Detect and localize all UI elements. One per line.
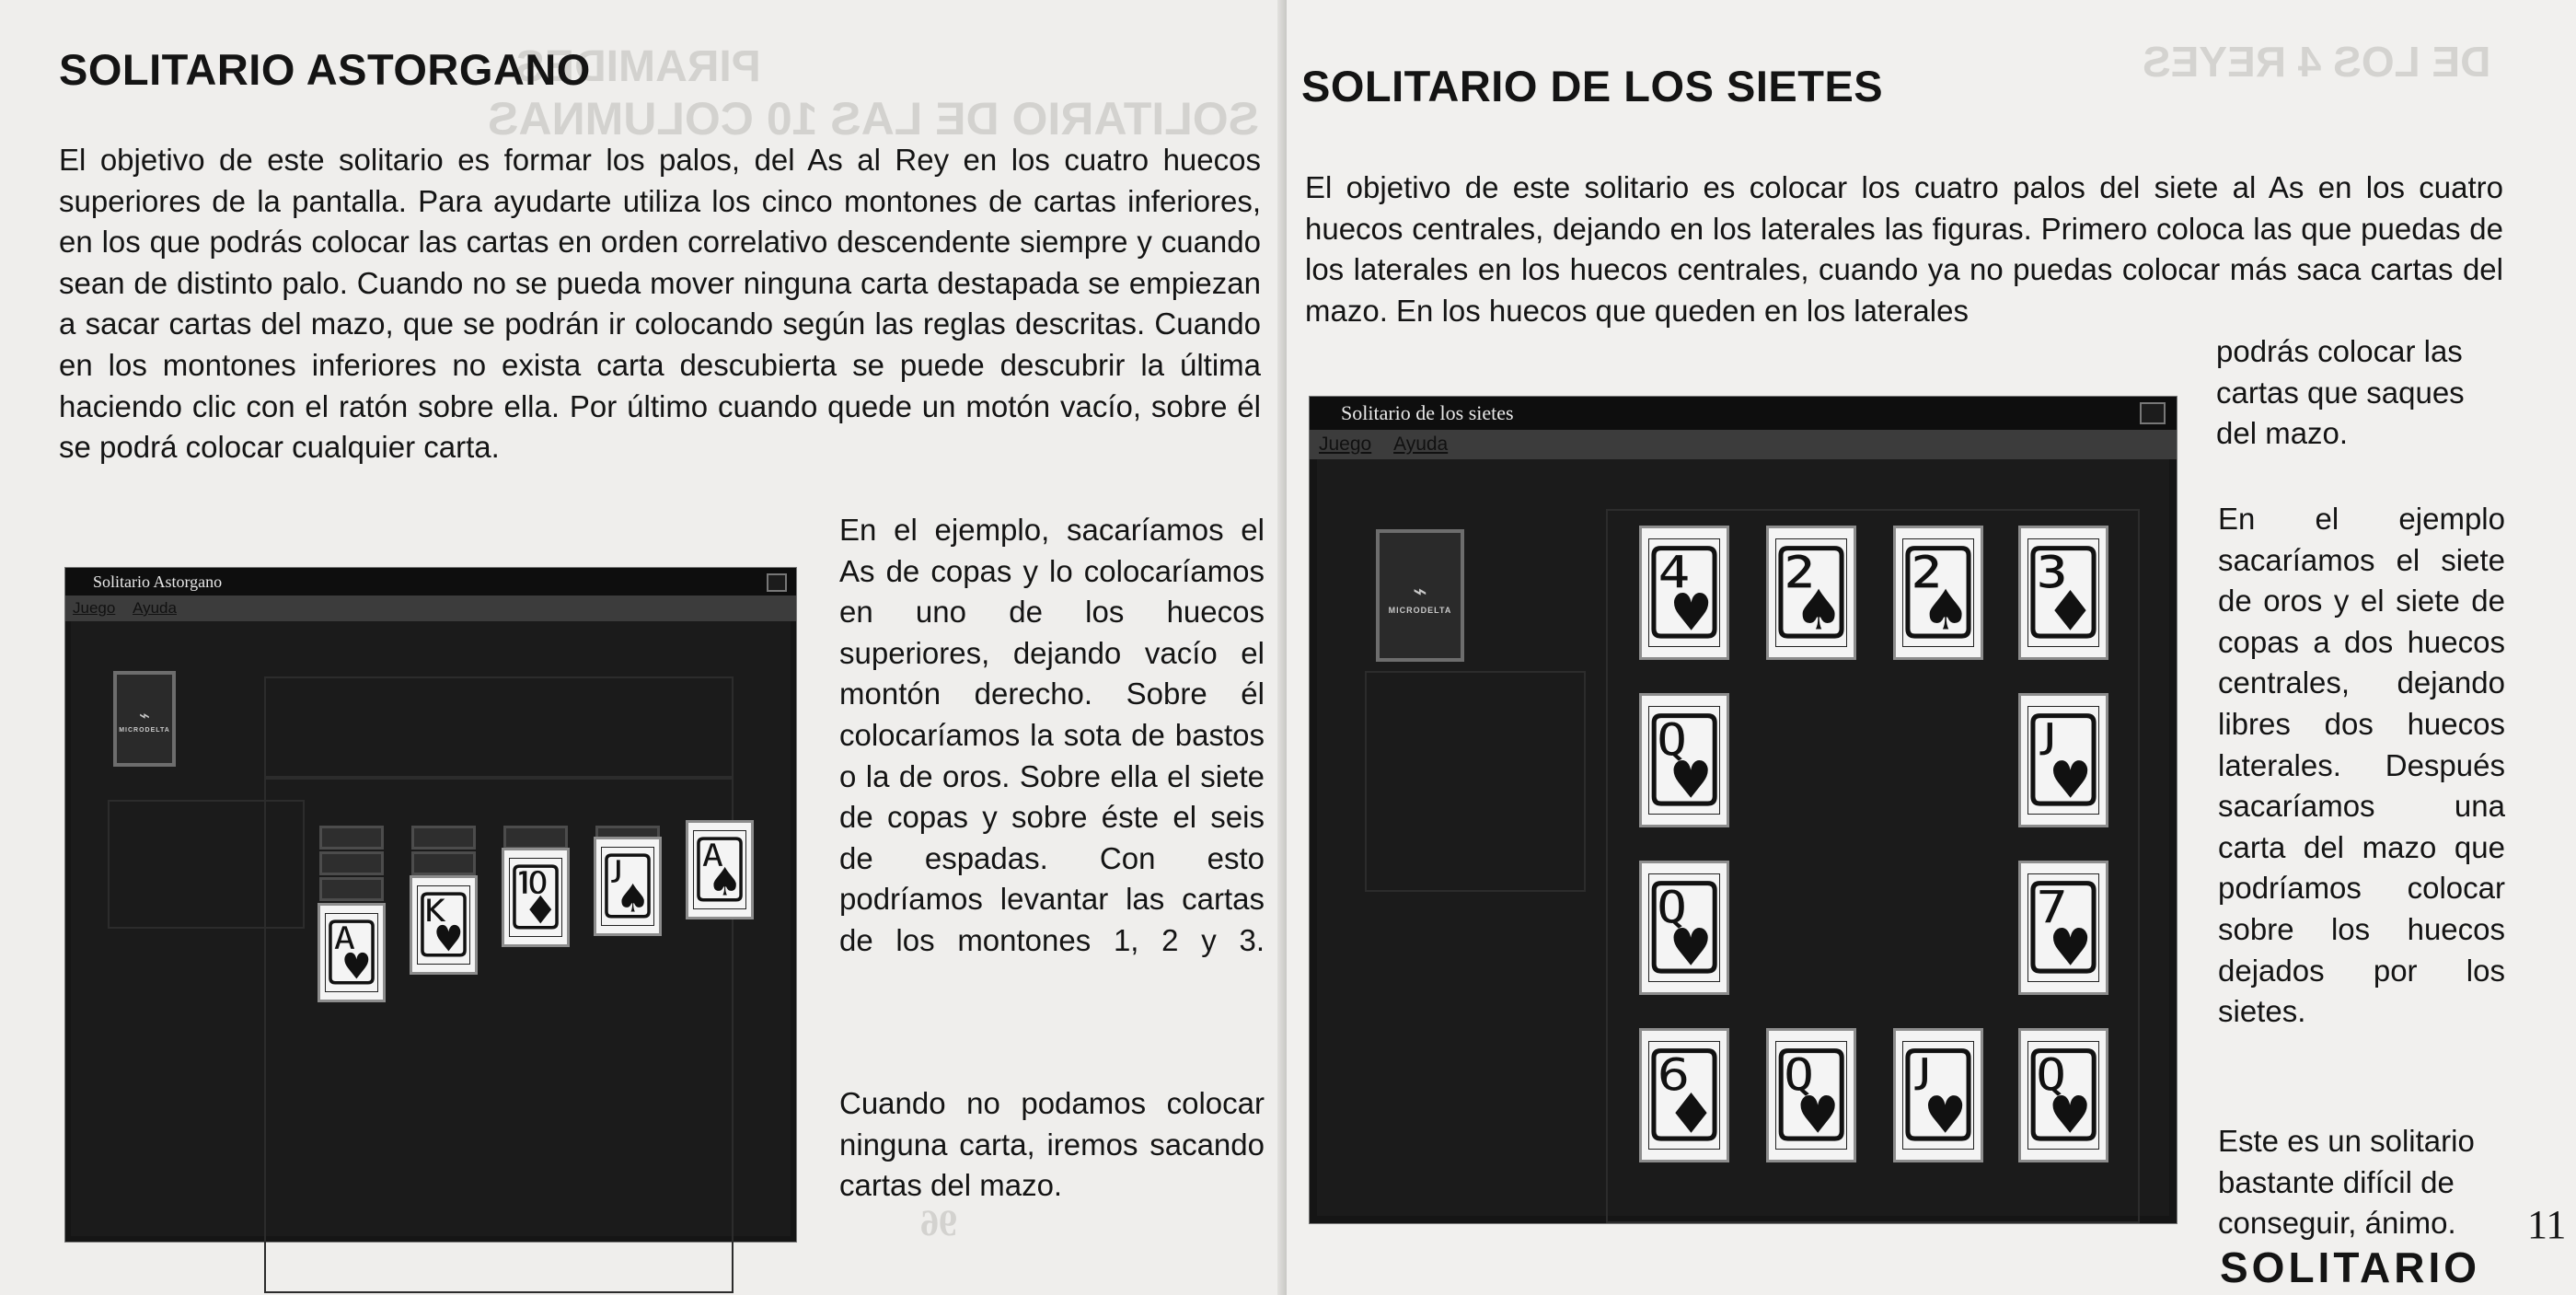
board-card-r2c1[interactable]: 🂽 — [1639, 693, 1729, 827]
intro-paragraph-tail: podrás colocar las cartas que saques del mazo. — [2216, 334, 2465, 451]
show-through-title-2: PIRAMIDES — [515, 42, 761, 91]
face-down-card[interactable] — [411, 826, 476, 850]
face-down-card[interactable] — [411, 851, 476, 875]
left-page — [0, 0, 1287, 1295]
tableau-card-5[interactable]: 🂡 — [686, 820, 754, 919]
example-paragraph: En el ejemplo, sacaríamos el As de copas y lo colocaríamos en uno de los huecos superiores, dejando vacío el montón derecho. Sobre él colocaríamos la sota de bastos o la de oros. Sobre ella el siete de copas y sobre éste el seis de espadas. Con esto podríamos levantar las cartas de los montones 1, 2 y 3. — [839, 513, 1265, 957]
menu-bar — [1310, 430, 2177, 459]
face-down-card[interactable] — [319, 826, 384, 850]
deck-logo: MICRODELTA — [1388, 605, 1452, 615]
deck-pile[interactable] — [113, 671, 176, 767]
menu-ayuda[interactable]: Ayuda — [133, 599, 177, 617]
section-footer: SOLITARIO — [2220, 1243, 2481, 1291]
deck-pile[interactable] — [1376, 529, 1464, 662]
show-through-title: DE LOS 4 REYES — [2143, 38, 2491, 86]
tableau-card-2[interactable]: 🂾 — [410, 875, 478, 975]
page-number: 11 — [2527, 1202, 2567, 1247]
intro-paragraph: El objetivo de este solitario es colocar los cuatro palos del siete al As en los cuatro huecos centrales, dejando en los laterales las figuras. Primero coloca las que puedas de los laterales en los huecos centrales, cuando ya no puedas colocar más saca cartas del mazo. En los huecos que queden en los laterales — [1305, 170, 2503, 328]
page-title: SOLITARIO DE LOS SIETES — [1301, 62, 1884, 110]
bird-icon: ⌁ — [138, 706, 151, 726]
example-paragraph: En el ejemplo sacaríamos el siete de oros y el siete de copas a dos huecos centrales, dejando libres dos huecos laterales. Después sacaríamos una carta del mazo que podríamos colocar sobre los huecos dejados por los sietes. — [2218, 502, 2505, 1029]
board-card-r1c2[interactable]: 🂢 — [1766, 526, 1856, 660]
sietes-window — [1309, 396, 2177, 1224]
tableau-card-3[interactable]: 🃊 — [502, 848, 570, 947]
board-card-r1c1[interactable]: 🂴 — [1639, 526, 1729, 660]
waste-slot[interactable] — [1365, 671, 1586, 892]
foundation-area[interactable] — [264, 676, 734, 778]
face-down-card[interactable] — [319, 877, 384, 901]
menu-juego[interactable]: Juego — [73, 599, 116, 617]
board-card-r4c2[interactable]: 🂽 — [1766, 1028, 1856, 1162]
window-titlebar — [1310, 397, 2177, 430]
window-title: Solitario Astorgano — [93, 572, 223, 591]
deck-logo: MICRODELTA — [119, 727, 170, 734]
menu-bar — [65, 595, 796, 621]
menu-ayuda[interactable]: Ayuda — [1393, 434, 1449, 455]
tableau-card-4[interactable]: 🂫 — [594, 837, 662, 936]
board-card-r2c4[interactable]: 🂻 — [2018, 693, 2108, 827]
board-card-r3c1[interactable]: 🂽 — [1639, 861, 1729, 995]
close-button[interactable] — [767, 573, 787, 592]
intro-paragraph: El objetivo de este solitario es formar los palos, del As al Rey en los cuatro huecos superiores de la pantalla. Para ayudarte utiliza los cinco montones de cartas inferiores, en los que podrás colocar las cartas en orden correlativo descendente siempre y cuando sean de distinto palo. Cuando no se pueda mover ninguna carta destapada se empiezan a sacar cartas del mazo, que se podrán ir colocando según las reglas descritas. Cuando en los montones inferiores no exista carta descubierta se puede descubrir la última haciendo clic con el ratón sobre ella. Por último cuando quede un motón vacío, sobre él se podrá colocar cualquier carta. — [59, 143, 1261, 465]
tableau-card-1[interactable]: 🂱 — [318, 903, 386, 1002]
board-card-r4c3[interactable]: 🂻 — [1893, 1028, 1983, 1162]
board-card-r4c4[interactable]: 🂽 — [2018, 1028, 2108, 1162]
astorgano-window — [64, 567, 797, 1243]
bird-icon: ⌁ — [1413, 576, 1427, 605]
closing-paragraph: Este es un solitario bastante difícil de conseguir, ánimo. — [2218, 1124, 2475, 1241]
board-card-r1c3[interactable]: 🂢 — [1893, 526, 1983, 660]
window-titlebar — [65, 568, 796, 595]
show-through-title: SOLITARIO DE LAS 10 COLUMNAS — [488, 93, 1260, 145]
menu-juego[interactable]: Juego — [1319, 434, 1372, 455]
game-area — [71, 621, 791, 1236]
board-card-r3c4[interactable]: 🂷 — [2018, 861, 2108, 995]
face-down-card[interactable] — [319, 851, 384, 875]
example-paragraph-2: Cuando no podamos colocar ninguna carta, iremos sacando cartas del mazo. — [839, 1086, 1265, 1203]
close-button[interactable] — [2140, 402, 2166, 424]
board-card-r4c1[interactable]: 🃆 — [1639, 1028, 1729, 1162]
board-card-r1c4[interactable]: 🃃 — [2018, 526, 2108, 660]
window-title: Solitario de los sietes — [1341, 401, 1514, 424]
show-through-page-number: 96 — [920, 1202, 957, 1243]
page-title: SOLITARIO ASTORGANO — [59, 45, 591, 94]
game-area — [1317, 459, 2169, 1216]
right-page — [1287, 0, 2576, 1295]
face-down-card[interactable] — [503, 826, 568, 850]
